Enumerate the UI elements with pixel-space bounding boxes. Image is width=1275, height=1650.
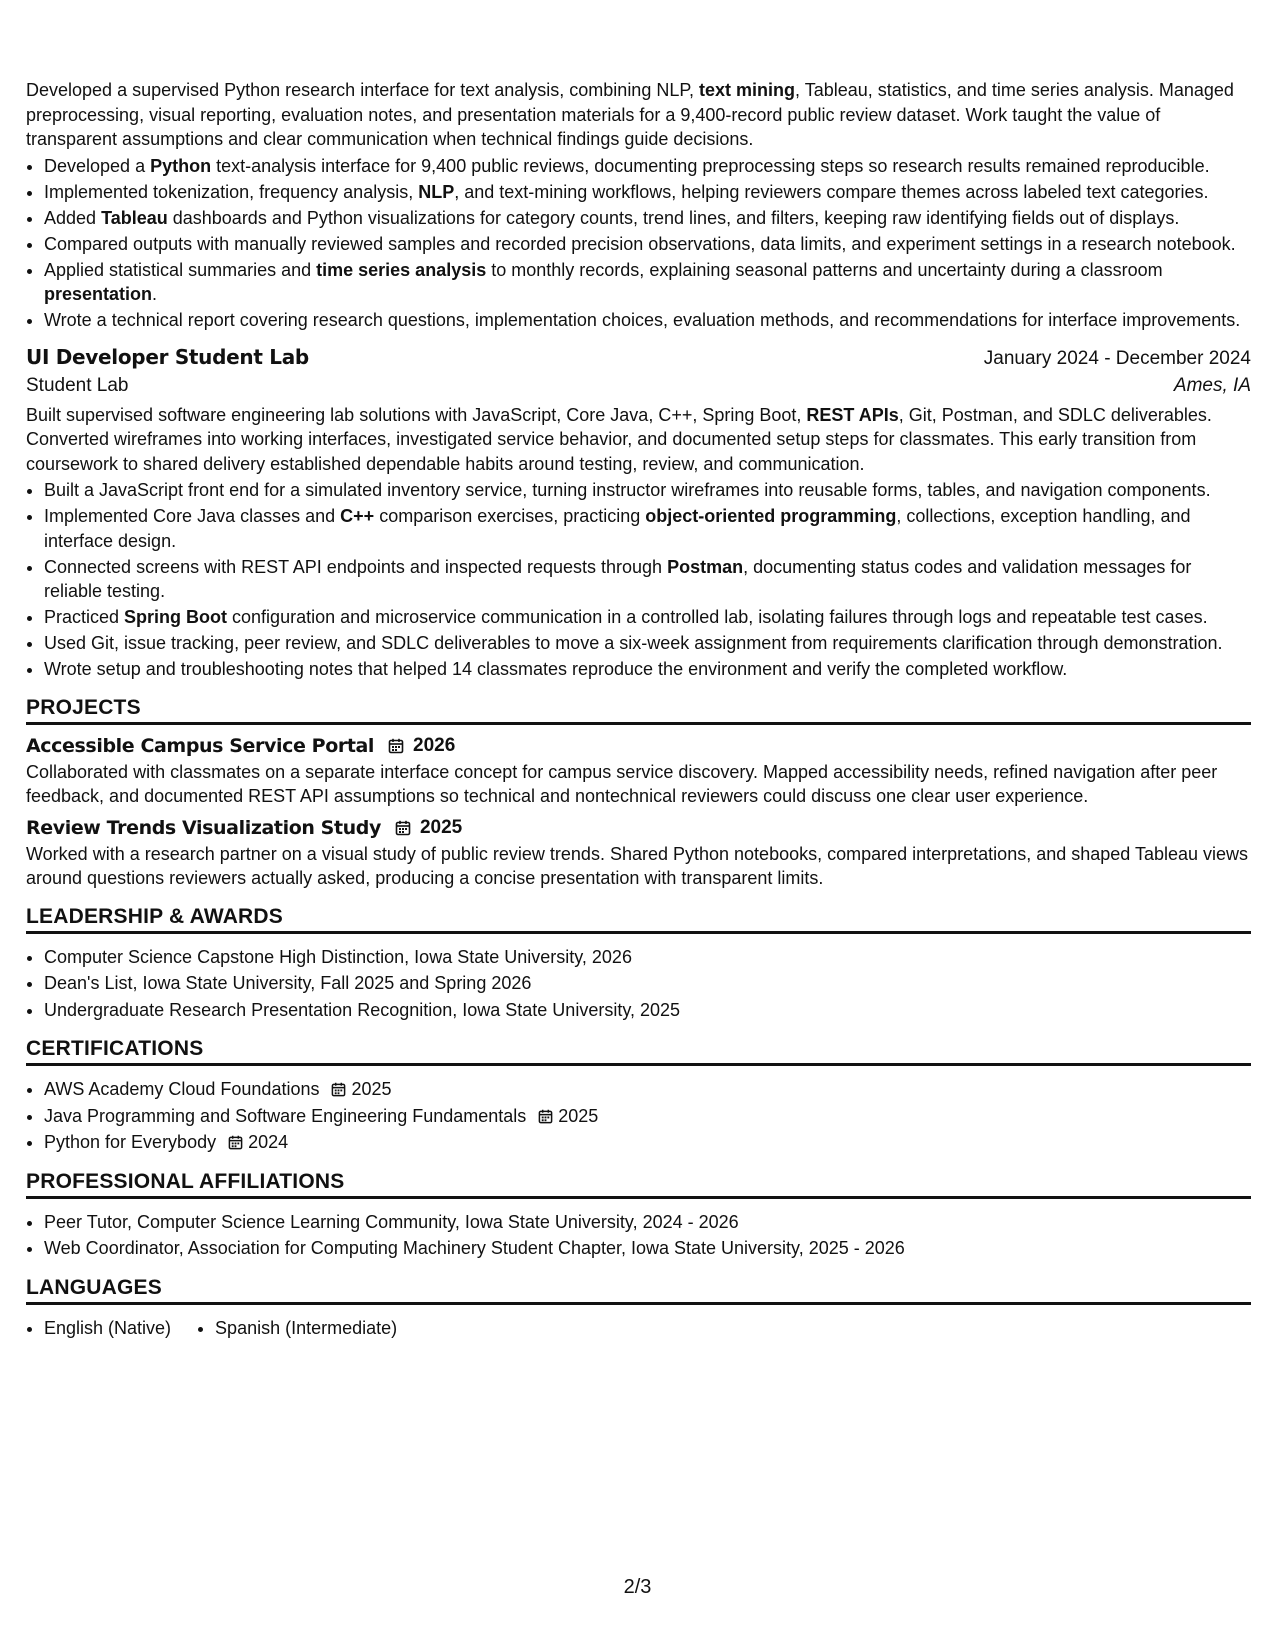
text-run: Practiced [44, 607, 125, 627]
bullet-item [44, 258, 1251, 307]
project-year: 2026 [413, 734, 456, 756]
project-title: Accessible Campus Service Portal [26, 734, 375, 757]
certification-year: 2024 [248, 1132, 289, 1152]
list-item: • Spanish (Intermediate) [215, 1315, 397, 1341]
text-run: Wrote a technical report covering research questions, implementation choices, evaluation methods, and recommendations for interface improvements. [44, 310, 1241, 330]
list-item: • Computer Science Capstone High Distinction, Iowa State University, 2026 [44, 944, 1251, 971]
emphasis-text: object-oriented programming [645, 506, 897, 526]
job-summary [26, 78, 1251, 152]
text-run: Implemented tokenization, frequency analysis, [44, 181, 419, 202]
certifications-list [26, 1076, 1251, 1156]
text-run: Developed a [44, 155, 151, 176]
certification-item [44, 1129, 1251, 1156]
text-run: Applied statistical summaries and [44, 259, 317, 280]
calendar-icon [331, 1078, 346, 1093]
emphasis-text: Tableau [101, 207, 168, 228]
section-heading-certifications: CERTIFICATIONS [26, 1037, 1251, 1066]
emphasis-text: Postman [667, 556, 744, 577]
certification-name: Python for Everybody [44, 1132, 217, 1152]
text-run: , documenting status codes and validation messages for reliable testing. [44, 556, 1192, 601]
text-run: , Git, Postman, and SDLC deliverables. Converted wireframes into working interfaces, investigated service behavior, and documented setup steps for classmates. This early transition from coursework to shared delivery established dependable habits around testing, review, and communication. [26, 404, 1212, 474]
text-run: Added [44, 207, 102, 228]
section-heading-projects: PROJECTS [26, 696, 1251, 725]
project-year: 2025 [419, 816, 463, 838]
projects-list [26, 735, 1251, 891]
project-header [26, 735, 1251, 757]
text-run: Connected screens with REST API endpoints and inspected requests through [44, 556, 668, 577]
certification-name: AWS Academy Cloud Foundations [44, 1079, 320, 1099]
project-description: Worked with a research partner on a visual study of public review trends. Shared Python notebooks, compared interpretations, and shaped Tableau views around questions reviewers actually asked, producing a concise presentation with transparent limits. [26, 843, 1249, 888]
job-location: Ames, IA [1173, 374, 1251, 396]
calendar-icon [538, 1105, 553, 1120]
text-run: text-analysis interface for 9,400 public reviews, documenting preprocessing steps so research results remained reproducible. [211, 155, 1210, 176]
bullet-item [44, 504, 1251, 553]
job-summary [26, 403, 1251, 477]
text-run: Developed a supervised Python research interface for text analysis, combining NLP, [26, 80, 700, 100]
job-title: UI Developer Student Lab [26, 344, 309, 369]
certification-name: Java Programming and Software Engineering Fundamentals [44, 1105, 527, 1126]
text-run: Implemented Core Java classes and [44, 506, 341, 526]
text-run: Compared outputs with manually reviewed samples and recorded precision observations, data limits, and experiment settings in a research notebook. [44, 233, 1236, 254]
job-bullets [26, 478, 1251, 682]
job-header [26, 345, 1251, 370]
text-run: Used Git, issue tracking, peer review, and SDLC deliverables to move a six-week assignment from requirements clarification through demonstration. [44, 633, 1223, 653]
emphasis-text: NLP [418, 181, 455, 202]
bullet-item [44, 232, 1251, 257]
job-subheader [26, 375, 1251, 397]
leadership-list [26, 944, 1251, 1024]
certification-year: 2025 [558, 1105, 599, 1126]
bullet-item [44, 555, 1251, 604]
project-title: Review Trends Visualization Study [26, 816, 381, 839]
experience-entry-text-analysis [26, 78, 1251, 333]
bullet-item [44, 308, 1251, 333]
emphasis-text: C++ [340, 506, 375, 526]
affiliations-section [26, 1170, 1251, 1262]
projects-section [26, 696, 1251, 891]
calendar-icon [388, 738, 404, 754]
text-run: Wrote setup and troubleshooting notes that helped 14 classmates reproduce the environment and verify the completed workflow. [44, 659, 1068, 679]
bullet-item [44, 154, 1251, 179]
list-item: • English (Native) [44, 1315, 171, 1341]
leadership-section [26, 905, 1251, 1024]
emphasis-text: REST APIs [806, 404, 899, 425]
bullet-item [44, 180, 1251, 205]
experience-entry-ui-developer [26, 345, 1251, 682]
section-heading-affiliations: PROFESSIONAL AFFILIATIONS [26, 1170, 1251, 1199]
calendar-icon [395, 820, 411, 836]
text-run: , and text-mining workflows, helping reviewers compare themes across labeled text categories. [454, 181, 1209, 202]
job-organization: Student Lab [26, 374, 129, 396]
bullet-item [44, 478, 1251, 503]
list-item: • Web Coordinator, Association for Computing Machinery Student Chapter, Iowa State University, 2025 - 2026 [44, 1235, 1251, 1262]
text-run: dashboards and Python visualizations for category counts, trend lines, and filters, keeping raw identifying fields out of displays. [167, 207, 1180, 228]
text-run: Built a JavaScript front end for a simulated inventory service, turning instructor wireframes into reusable forms, tables, and navigation components. [44, 480, 1211, 500]
certification-year: 2025 [351, 1079, 392, 1099]
text-run: to monthly records, explaining seasonal patterns and uncertainty during a classroom [486, 259, 1163, 280]
job-bullets [26, 154, 1251, 333]
text-run: comparison exercises, practicing [374, 506, 646, 526]
emphasis-text: Python [150, 155, 212, 176]
job-dates: January 2024 - December 2024 [983, 347, 1251, 369]
list-item: • Peer Tutor, Computer Science Learning Community, Iowa State University, 2024 - 2026 [44, 1209, 1251, 1236]
project-description: Collaborated with classmates on a separate interface concept for campus service discovery. Mapped accessibility needs, refined navigation after peer feedback, and documented REST API assumptions so technical and nontechnical reviewers could discuss one clear user experience. [26, 761, 1218, 806]
resume-page [26, 78, 1251, 1341]
text-run: . [152, 284, 158, 304]
section-heading-leadership: LEADERSHIP & AWARDS [26, 905, 1251, 934]
text-run: , collections, exception handling, and interface design. [44, 506, 1191, 551]
bullet-item [44, 206, 1251, 231]
certification-item [44, 1076, 1251, 1103]
text-run: configuration and microservice communication in a controlled lab, isolating failures through logs and repeatable test cases. [227, 607, 1208, 627]
text-run: , Tableau, statistics, and time series analysis. Managed preprocessing, visual reporting, evaluation notes, and presentation materials for a 9,400-record public review dataset. Work taught the value of transparent assumptions and clear communication when technical findings guide decisions. [26, 80, 1234, 149]
emphasis-text: text mining [699, 80, 796, 100]
affiliations-list [26, 1209, 1251, 1262]
section-heading-languages: LANGUAGES [26, 1276, 1251, 1305]
page-number: 2/3 [623, 1576, 652, 1598]
bullet-item [44, 605, 1251, 630]
bullet-item [44, 631, 1251, 656]
bullet-item [44, 657, 1251, 682]
emphasis-text: Spring Boot [124, 607, 228, 627]
calendar-icon [228, 1131, 243, 1146]
emphasis-text: presentation [44, 284, 153, 304]
languages-list [26, 1315, 1251, 1341]
project-header [26, 817, 1251, 839]
list-item: • Undergraduate Research Presentation Recognition, Iowa State University, 2025 [44, 997, 1251, 1024]
list-item: • Dean's List, Iowa State University, Fall 2025 and Spring 2026 [44, 970, 1251, 997]
certification-item [44, 1103, 1251, 1130]
languages-section [26, 1276, 1251, 1341]
text-run: Built supervised software engineering lab solutions with JavaScript, Core Java, C++, Spring Boot, [26, 404, 807, 425]
emphasis-text: time series analysis [316, 259, 487, 280]
certifications-section [26, 1037, 1251, 1156]
